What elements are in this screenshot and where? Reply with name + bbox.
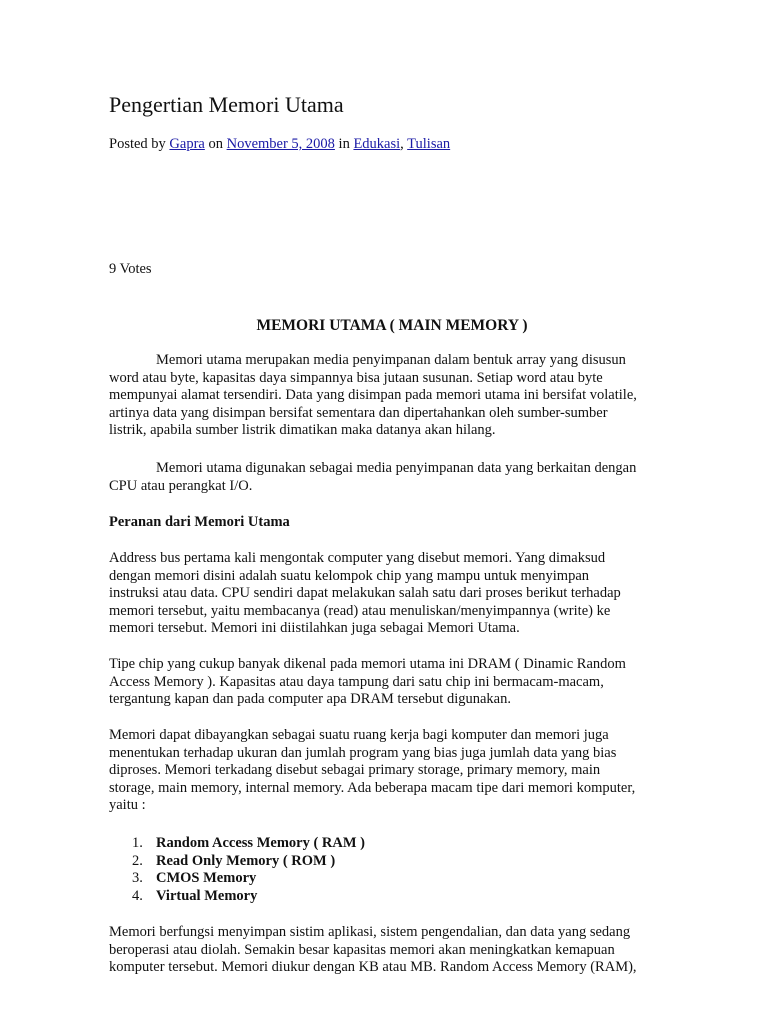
- text-line: Memori utama digunakan sebagai media penyimpanan data yang berkaitan dengan: [156, 460, 637, 476]
- text-line: menentukan terhadap ukuran dan jumlah program yang bias juga jumlah data yang bias: [109, 744, 617, 761]
- text-line: dengan memori disini adalah suatu kelompok chip yang mampu untuk menyimpan: [109, 567, 590, 584]
- text-line: mempunyai alamat tersendiri. Data yang disimpan pada memori utama ini bersifat volatile,: [109, 387, 637, 404]
- paragraph-memory-types: [109, 727, 675, 815]
- post-title: Pengertian Memori Utama: [109, 92, 344, 117]
- list-item: [109, 853, 365, 871]
- text-line: Address bus pertama kali mengontak computer yang disebut memori. Yang dimaksud: [109, 550, 606, 566]
- text-line: artinya data yang disimpan bersifat sementara dan dipertahankan oleh sumber-sumber: [109, 404, 608, 421]
- text-line: Tipe chip yang cukup banyak dikenal pada memori utama ini DRAM ( Dinamic Random: [109, 656, 626, 672]
- in-label: in: [338, 136, 350, 152]
- text-line: listrik, apabila sumber listrik dimatikan maka datanya akan hilang.: [109, 422, 496, 439]
- article-heading: MEMORI UTAMA ( MAIN MEMORY ): [256, 317, 528, 334]
- paragraph-intro: [109, 352, 675, 440]
- text-line: storage, main memory, internal memory. Ada beberapa macam tipe dari memori komputer,: [109, 779, 636, 796]
- date-link[interactable]: November 5, 2008: [226, 136, 335, 152]
- text-line: instruksi atau data. CPU sendiri dapat melakukan salah satu dari proses berikut terhadap: [109, 585, 621, 602]
- votes-count: 9 Votes: [109, 261, 152, 277]
- paragraph-dram: [109, 656, 675, 709]
- list-number: 3.: [132, 870, 143, 887]
- text-line: tergantung kapan dan pada computer apa DRAM tersebut digunakan.: [109, 691, 511, 708]
- list-number: 2.: [132, 852, 143, 869]
- list-item-text: Random Access Memory ( RAM ): [156, 835, 365, 851]
- memory-type-list: [109, 835, 365, 905]
- text-line: Access Memory ). Kapasitas atau daya tampung dari satu chip ini bermacam-macam,: [109, 673, 604, 690]
- paragraph-usage: [109, 460, 675, 495]
- text-line: komputer tersebut. Memori diukur dengan KB atau MB. Random Access Memory (RAM),: [109, 959, 637, 976]
- posted-by-label: Posted by: [109, 136, 166, 152]
- category-separator: ,: [400, 136, 404, 152]
- paragraph-address-bus: [109, 550, 675, 638]
- text-line: diproses. Memori terkadang disebut sebagai primary storage, primary memory, main: [109, 762, 601, 779]
- text-line: memori tersebut, yaitu membacanya (read) atau menuliskan/menyimpannya (write) ke: [109, 602, 611, 619]
- post-meta: [109, 136, 450, 153]
- section-subheading: Peranan dari Memori Utama: [109, 514, 290, 530]
- paragraph-function: [109, 924, 675, 977]
- list-item: [109, 835, 365, 853]
- list-number: 1.: [132, 835, 143, 851]
- list-item: [109, 870, 365, 888]
- list-item-text: CMOS Memory: [156, 870, 257, 887]
- category-link-tulisan[interactable]: Tulisan: [407, 136, 451, 152]
- text-line: beroperasi atau diolah. Semakin besar kapasitas memori akan meningkatkan kemapuan: [109, 941, 615, 958]
- text-line: memori tersebut. Memori ini diistilahkan juga sebagai Memori Utama.: [109, 620, 520, 637]
- text-line: Memori berfungsi menyimpan sistim aplikasi, sistem pengendalian, dan data yang sedang: [109, 924, 631, 940]
- text-line: CPU atau perangkat I/O.: [109, 477, 253, 494]
- text-line: word atau byte, kapasitas daya simpannya bisa jutaan susunan. Setiap word atau byte: [109, 369, 603, 386]
- list-number: 4.: [132, 887, 143, 904]
- text-line: Memori utama merupakan media penyimpanan dalam bentuk array yang disusun: [156, 352, 626, 368]
- author-link[interactable]: Gapra: [169, 136, 205, 152]
- category-link-edukasi[interactable]: Edukasi: [353, 136, 401, 152]
- list-item-text: Read Only Memory ( ROM ): [156, 852, 336, 869]
- text-line: yaitu :: [109, 797, 146, 814]
- on-label: on: [208, 136, 223, 152]
- list-item: [109, 888, 365, 906]
- text-line: Memori dapat dibayangkan sebagai suatu ruang kerja bagi komputer dan memori juga: [109, 727, 609, 743]
- list-item-text: Virtual Memory: [156, 887, 258, 904]
